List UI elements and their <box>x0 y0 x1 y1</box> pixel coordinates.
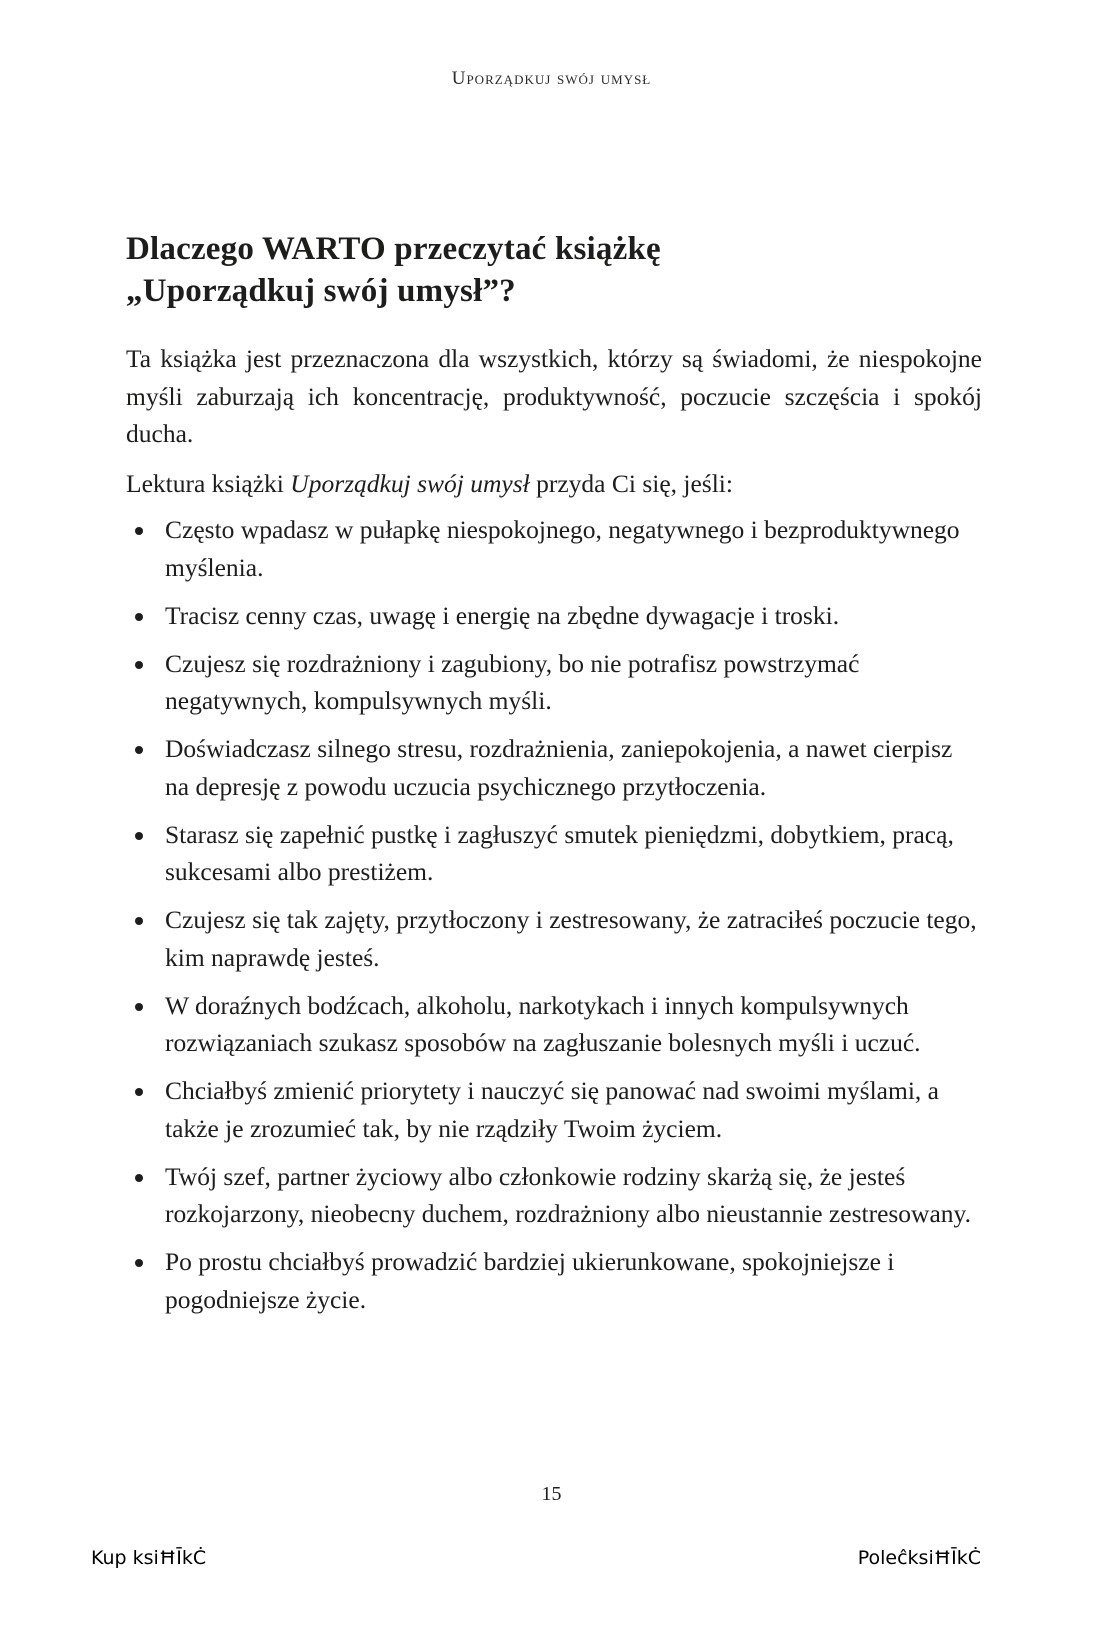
list-item <box>126 597 982 635</box>
buy-book-link[interactable]: Kup ksiĦĪkĊ <box>91 1547 207 1569</box>
list-item-text: Starasz się zapełnić pustkę i zagłuszyć smutek pieniędzmi, dobytkiem, pracą, sukcesami albo prestiżem. <box>165 819 954 886</box>
list-item <box>126 816 982 891</box>
lead-in-paragraph <box>126 465 982 503</box>
list-item-text: Po prostu chciałbyś prowadzić bardziej ukierunkowane, spokojniejsze i pogodniejsze życie. <box>165 1247 895 1314</box>
list-item-text: W doraźnych bodźcach, alkoholu, narkotykach i innych kompulsywnych rozwiązaniach szukasz sposobów na zagłuszanie bolesnych myśli i uczuć. <box>165 990 921 1057</box>
bullet-icon <box>135 1259 143 1267</box>
running-head: Uporządkuj swój umysł <box>451 68 652 89</box>
body-text <box>126 340 982 1329</box>
chapter-heading-line-1: Dlaczego WARTO przeczytać książkę <box>126 231 661 267</box>
list-item-text: Czujesz się tak zajęty, przytłoczony i zestresowany, że zatraciłeś poczucie tego, kim naprawdę jesteś. <box>165 905 977 972</box>
bullet-icon <box>135 1003 143 1011</box>
bullet-icon <box>135 661 143 669</box>
list-item <box>126 987 982 1062</box>
bullet-icon <box>135 746 143 754</box>
list-item <box>126 901 982 976</box>
reasons-list <box>126 511 982 1318</box>
list-item <box>126 730 982 805</box>
list-item-text: Często wpadasz w pułapkę niespokojnego, negatywnego i bezproduktywnego myślenia. <box>165 515 960 582</box>
chapter-heading-line-2: „Uporządkuj swój umysł”? <box>126 273 516 309</box>
bullet-icon <box>135 917 143 925</box>
list-item-text: Twój szef, partner życiowy albo członkowie rodziny skarżą się, że jesteś rozkojarzony, nieobecny duchem, rozdrażniony albo nieustannie zestresowany. <box>165 1161 972 1228</box>
lead-in-book-title: Uporządkuj swój umysł <box>290 468 530 498</box>
recommend-book-link[interactable]: PoleĉksiĦĪkĊ <box>857 1547 981 1569</box>
bullet-icon <box>135 527 143 535</box>
list-item <box>126 1158 982 1233</box>
chapter-heading <box>126 228 986 312</box>
bullet-icon <box>135 1174 143 1182</box>
page-number: 15 <box>541 1483 562 1505</box>
lead-in-before: Lektura książki <box>126 468 291 498</box>
list-item <box>126 511 982 586</box>
list-item-text: Czujesz się rozdrażniony i zagubiony, bo nie potrafisz powstrzymać negatywnych, kompulsywnych myśli. <box>165 648 860 715</box>
bullet-icon <box>135 832 143 840</box>
lead-in-after: przyda Ci się, jeśli: <box>529 468 733 498</box>
bullet-icon <box>135 613 143 621</box>
bullet-icon <box>135 1088 143 1096</box>
list-item-text: Chciałbyś zmienić priorytety i nauczyć się panować nad swoimi myślami, a także je zrozumieć tak, by nie rządziły Twoim życiem. <box>165 1076 939 1143</box>
list-item-text: Doświadczasz silnego stresu, rozdrażnienia, zaniepokojenia, a nawet cierpisz na depresję z powodu uczucia psychicznego przytłoczenia. <box>165 734 953 801</box>
intro-paragraph: Ta książka jest przeznaczona dla wszystkich, którzy są świadomi, że niespokojne myśli zaburzają ich koncentrację, produktywność, poczucie szczęścia i spokój ducha. <box>126 344 982 448</box>
list-item-text: Tracisz cenny czas, uwagę i energię na zbędne dywagacje i troski. <box>165 600 840 630</box>
list-item <box>126 1243 982 1318</box>
list-item <box>126 1072 982 1147</box>
list-item <box>126 645 982 720</box>
